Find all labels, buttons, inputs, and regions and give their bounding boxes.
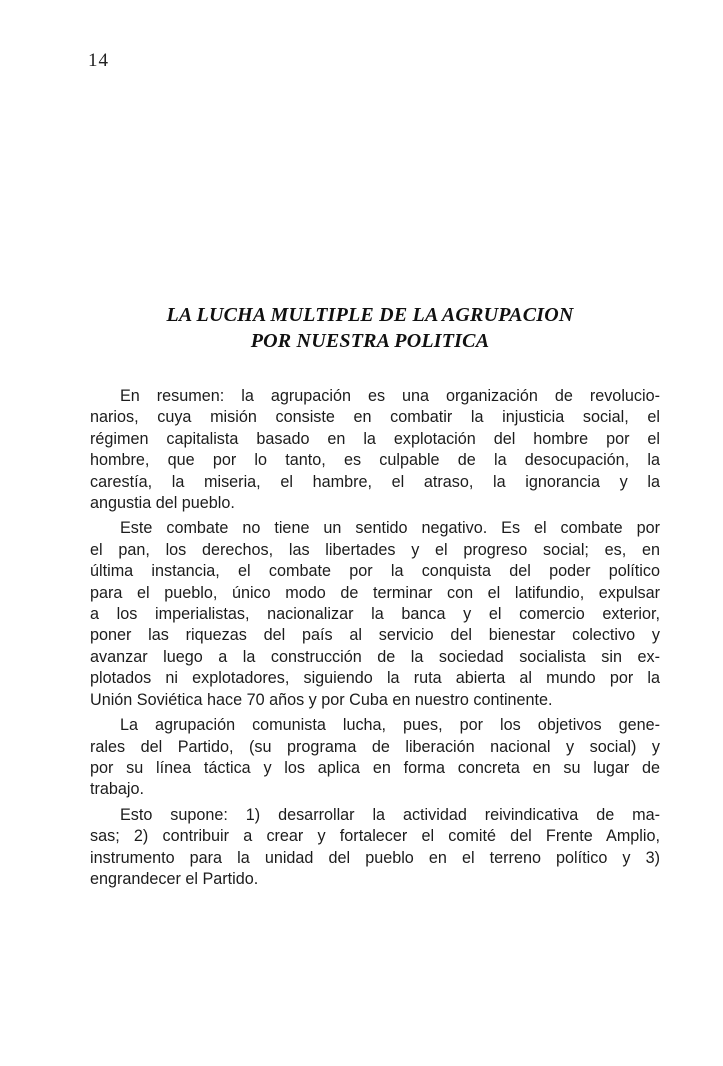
text-line: última instancia, el combate por la conquista del poder político <box>90 562 660 581</box>
paragraph <box>90 805 660 891</box>
text-line: Esto supone: 1) desarrollar la actividad reivindicativa de ma- <box>120 805 660 824</box>
text-line: el pan, los derechos, las libertades y el progreso social; es, en <box>90 540 660 559</box>
body-text <box>90 386 660 894</box>
paragraph <box>90 386 660 514</box>
page-number: 14 <box>88 50 109 71</box>
paragraph <box>90 715 660 801</box>
text-line: avanzar luego a la construcción de la sociedad socialista sin ex- <box>90 647 660 666</box>
text-line: rales del Partido, (su programa de liberación nacional y social) y <box>90 737 660 756</box>
text-line: Este combate no tiene un sentido negativo. Es el combate por <box>120 519 660 538</box>
text-line: Unión Soviética hace 70 años y por Cuba en nuestro continente. <box>90 690 553 709</box>
text-line: trabajo. <box>90 780 144 799</box>
text-line: angustia del pueblo. <box>90 494 235 513</box>
text-line: para el pueblo, único modo de terminar con el latifundio, expulsar <box>90 583 660 602</box>
text-line: sas; 2) contribuir a crear y fortalecer el comité del Frente Amplio, <box>90 827 660 846</box>
text-line: La agrupación comunista lucha, pues, por los objetivos gene- <box>120 716 660 735</box>
text-line: a los imperialistas, nacionalizar la banca y el comercio exterior, <box>90 605 660 624</box>
text-line: instrumento para la unidad del pueblo en el terreno político y 3) <box>90 848 660 867</box>
text-line: En resumen: la agrupación es una organización de revolucio- <box>120 387 660 405</box>
text-line: hombre, que por lo tanto, es culpable de la desocupación, la <box>90 451 660 470</box>
text-line: por su línea táctica y los aplica en forma concreta en su lugar de <box>90 758 660 777</box>
text-line: régimen capitalista basado en la explotación del hombre por el <box>90 429 660 448</box>
section-title-line: LA LUCHA MULTIPLE DE LA AGRUPACION <box>166 304 574 326</box>
section-title-line: POR NUESTRA POLITICA <box>250 330 490 352</box>
text-line: engrandecer el Partido. <box>90 869 259 888</box>
text-line: poner las riquezas del país al servicio del bienestar colectivo y <box>90 626 660 645</box>
text-line: carestía, la miseria, el hambre, el atraso, la ignorancia y la <box>90 472 660 491</box>
text-line: plotados ni explotadores, siguiendo la ruta abierta al mundo por la <box>90 669 660 688</box>
text-line: narios, cuya misión consiste en combatir la injusticia social, el <box>90 408 660 427</box>
paragraph <box>90 518 660 711</box>
section-title <box>90 302 650 354</box>
